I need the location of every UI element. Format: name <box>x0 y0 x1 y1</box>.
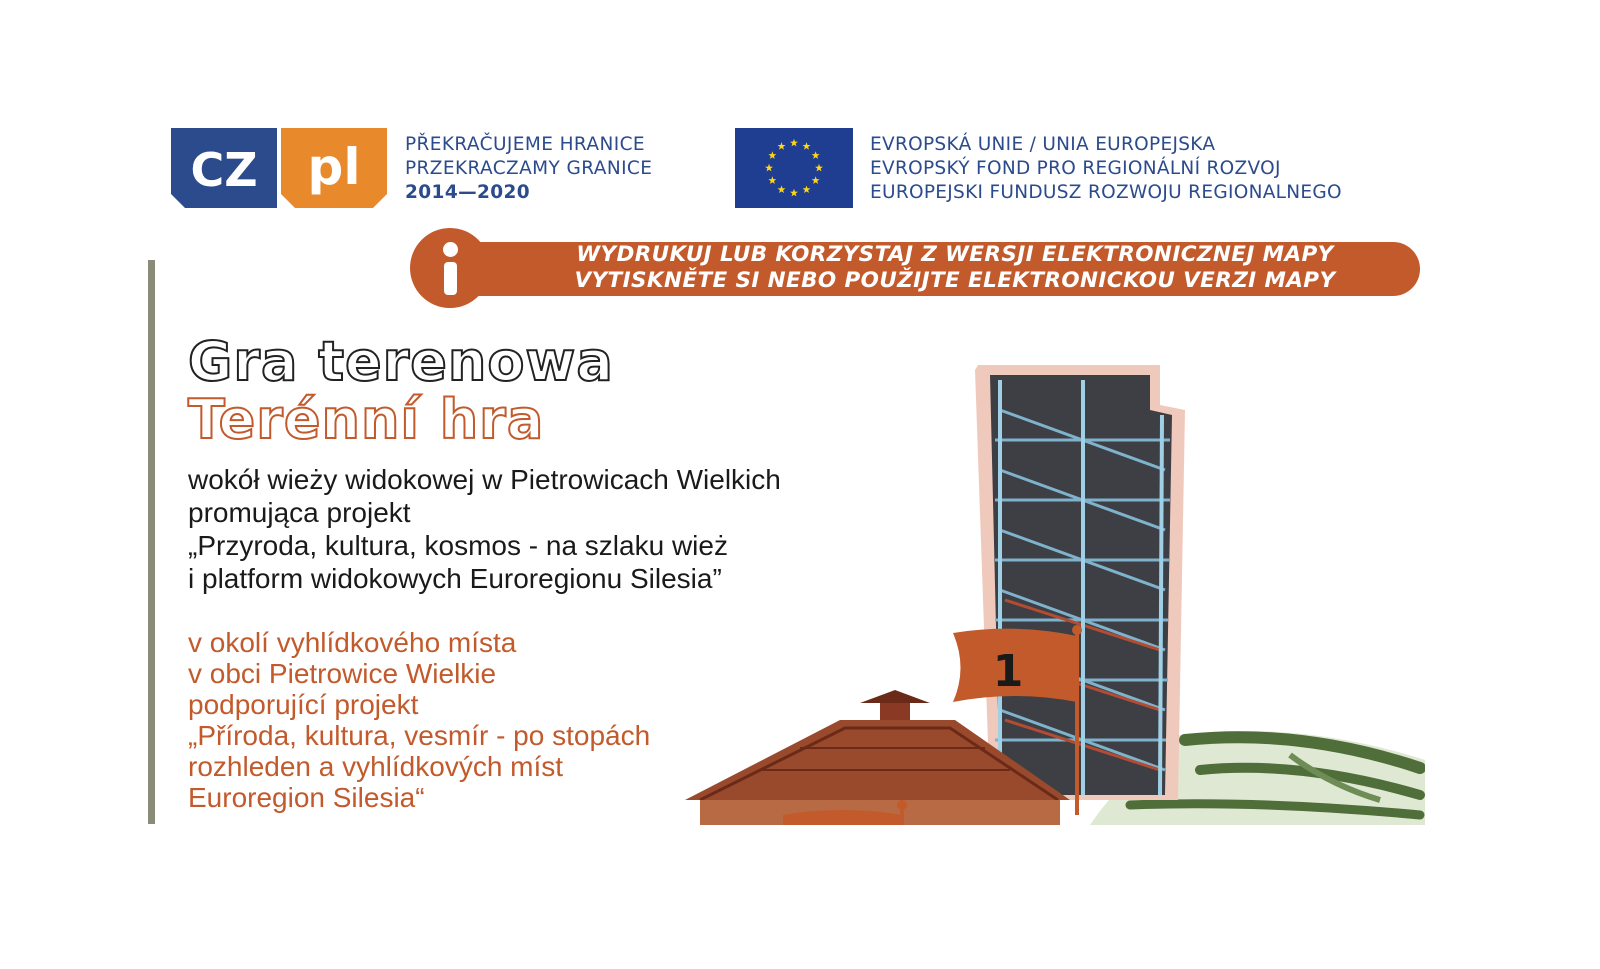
info-banner <box>410 228 1420 308</box>
flag-number: 1 <box>992 646 1024 697</box>
czpl-program-text <box>405 133 652 205</box>
description-cz <box>188 627 650 813</box>
description-pl-line-4: i platform widokowych Euroregionu Silesia” <box>188 563 722 594</box>
title-cz: Terénní hra <box>188 388 545 451</box>
description-cz-line-6: Euroregion Silesia“ <box>188 782 425 813</box>
description-cz-line-5: rozhleden a vyhlídkových míst <box>188 751 564 782</box>
czpl-logo-cz: CZ <box>190 143 258 197</box>
czpl-line-pl: PRZEKRACZAMY GRANICE <box>405 158 653 179</box>
tower-illustration <box>680 355 1425 825</box>
eu-fund-text <box>870 133 1342 205</box>
info-banner-text <box>495 242 1415 296</box>
czpl-logo-pl: pl <box>307 138 361 196</box>
czpl-line-cz: PŘEKRAČUJEME HRANICE <box>405 134 645 155</box>
eu-line-2: EVROPSKÝ FOND PRO REGIONÁLNÍ ROZVOJ <box>870 158 1281 179</box>
info-line-cz: VYTISKNĚTE SI NEBO POUŽIJTE ELEKTRONICKOU VERZI MAPY <box>574 268 1336 293</box>
czpl-years: 2014—2020 <box>405 182 531 203</box>
eu-line-3: EUROPEJSKI FUNDUSZ ROZWOJU REGIONALNEGO <box>870 182 1342 203</box>
side-rule <box>148 260 155 824</box>
info-icon <box>410 228 490 308</box>
czpl-logo <box>171 128 387 208</box>
eu-flag-icon <box>735 128 853 208</box>
info-line-pl: WYDRUKUJ LUB KORZYSTAJ Z WERSJI ELEKTRONICZNEJ MAPY <box>576 242 1334 267</box>
description-pl-line-1: wokół wieży widokowej w Pietrowicach Wielkich <box>188 464 781 495</box>
description-cz-line-3: podporující projekt <box>188 689 419 720</box>
description-pl-line-2: promująca projekt <box>188 497 411 528</box>
description-cz-line-4: „Příroda, kultura, vesmír - po stopách <box>188 720 651 751</box>
description-cz-line-2: v obci Pietrowice Wielkie <box>188 658 497 689</box>
observation-tower-illustration <box>975 365 1185 800</box>
description-pl-line-3: „Przyroda, kultura, kosmos - na szlaku wież <box>188 530 728 561</box>
eu-line-1: EVROPSKÁ UNIE / UNIA EUROPEJSKA <box>870 134 1216 155</box>
description-cz-line-1: v okolí vyhlídkového místa <box>188 627 517 658</box>
title-pl: Gra terenowa <box>188 330 614 393</box>
